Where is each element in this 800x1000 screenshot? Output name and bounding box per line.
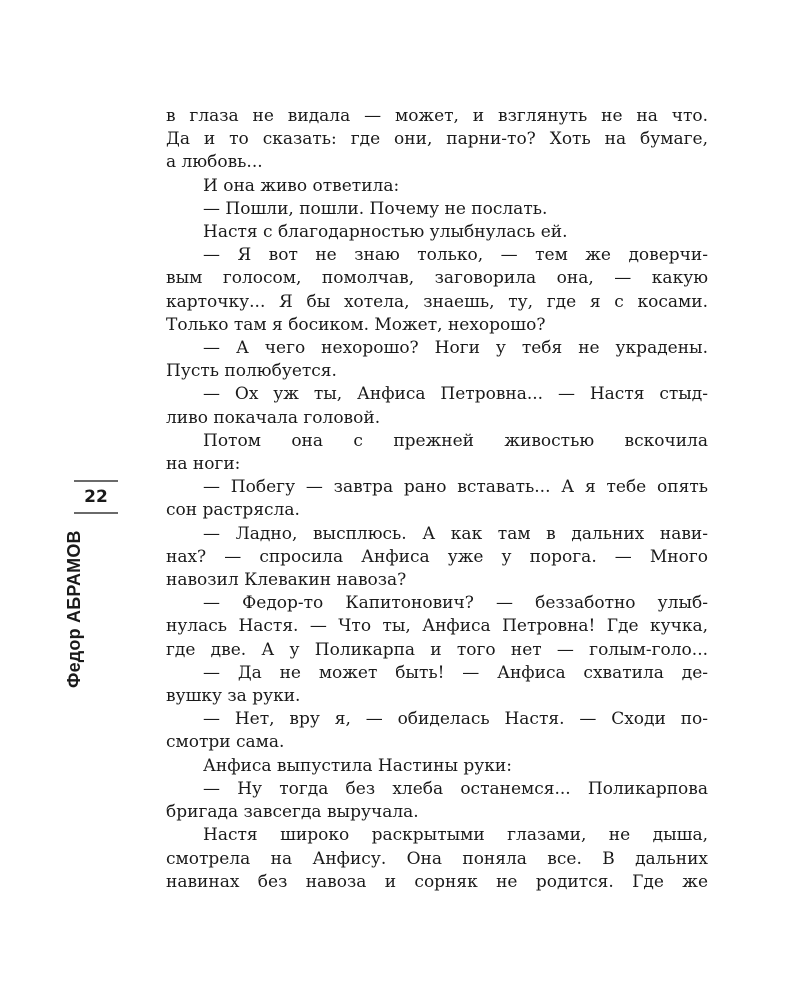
text-line: нах? — спросила Анфиса уже у порога. — Много (166, 546, 708, 567)
text-line: навозил Клевакин навоза? (166, 570, 407, 591)
text-line: — Пошли, пошли. Почему не послать. (203, 198, 548, 219)
text-line: навинах без навоза и сорняк не родится. Где же (166, 871, 708, 892)
text-line: Только там я босиком. Может, нехорошо? (166, 314, 546, 335)
text-line: Да и то сказать: где они, парни-то? Хоть на бумаге, (166, 129, 708, 150)
text-line: смотри сама. (166, 732, 285, 753)
text-line: бригада завсегда выручала. (166, 802, 419, 823)
running-author: Федор АБРАМОВ (64, 530, 84, 688)
text-line: где две. А у Поликарпа и того нет — голым-голо... (166, 639, 708, 660)
text-line: — Федор-то Капитонович? — беззаботно улыб- (203, 593, 708, 614)
page-number: 22 (84, 487, 108, 507)
text-line: Потом она с прежней живостью вскочила (203, 430, 708, 451)
text-line: нулась Настя. — Что ты, Анфиса Петровна! Где кучка, (166, 616, 708, 637)
text-line: — Ну тогда без хлеба останемся... Поликарпова (203, 778, 708, 799)
page-number-rule-top (74, 480, 118, 482)
text-line: Настя с благодарностью улыбнулась ей. (203, 222, 568, 243)
page-margin (60, 470, 130, 690)
text-line: — Я вот не знаю только, — тем же доверчи- (203, 245, 708, 266)
text-line: вым голосом, помолчав, заговорила она, — какую (166, 268, 708, 289)
text-line: — А чего нехорошо? Ноги у тебя не украдены. (203, 338, 708, 359)
text-line: Анфиса выпустила Настины руки: (203, 755, 512, 776)
text-line: ливо покачала головой. (166, 407, 381, 428)
text-line: вушку за руки. (166, 686, 301, 707)
text-line: И она живо ответила: (203, 175, 400, 196)
text-line: — Ладно, высплюсь. А как там в дальних нави- (203, 523, 708, 544)
body-text (166, 105, 708, 894)
text-line: а любовь... (166, 152, 263, 173)
text-line: смотрела на Анфису. Она поняла все. В дальних (166, 848, 708, 869)
text-line: сон растрясла. (166, 500, 300, 521)
text-line: — Побегу — завтра рано вставать... А я тебе опять (203, 477, 708, 498)
text-line: в глаза не видала — может, и взглянуть не на что. (166, 106, 708, 126)
text-line: Настя широко раскрытыми глазами, не дыша, (203, 825, 708, 846)
text-line: — Да не может быть! — Анфиса схватила де- (203, 662, 708, 683)
text-line: на ноги: (166, 454, 241, 475)
text-line: — Нет, вру я, — обиделась Настя. — Сходи по- (203, 709, 708, 730)
text-line: Пусть полюбуется. (166, 361, 337, 382)
text-line: карточку... Я бы хотела, знаешь, ту, где я с косами. (166, 291, 708, 312)
text-line: — Ох уж ты, Анфиса Петровна... — Настя стыд- (203, 384, 708, 405)
page-number-rule-bottom (74, 512, 118, 514)
